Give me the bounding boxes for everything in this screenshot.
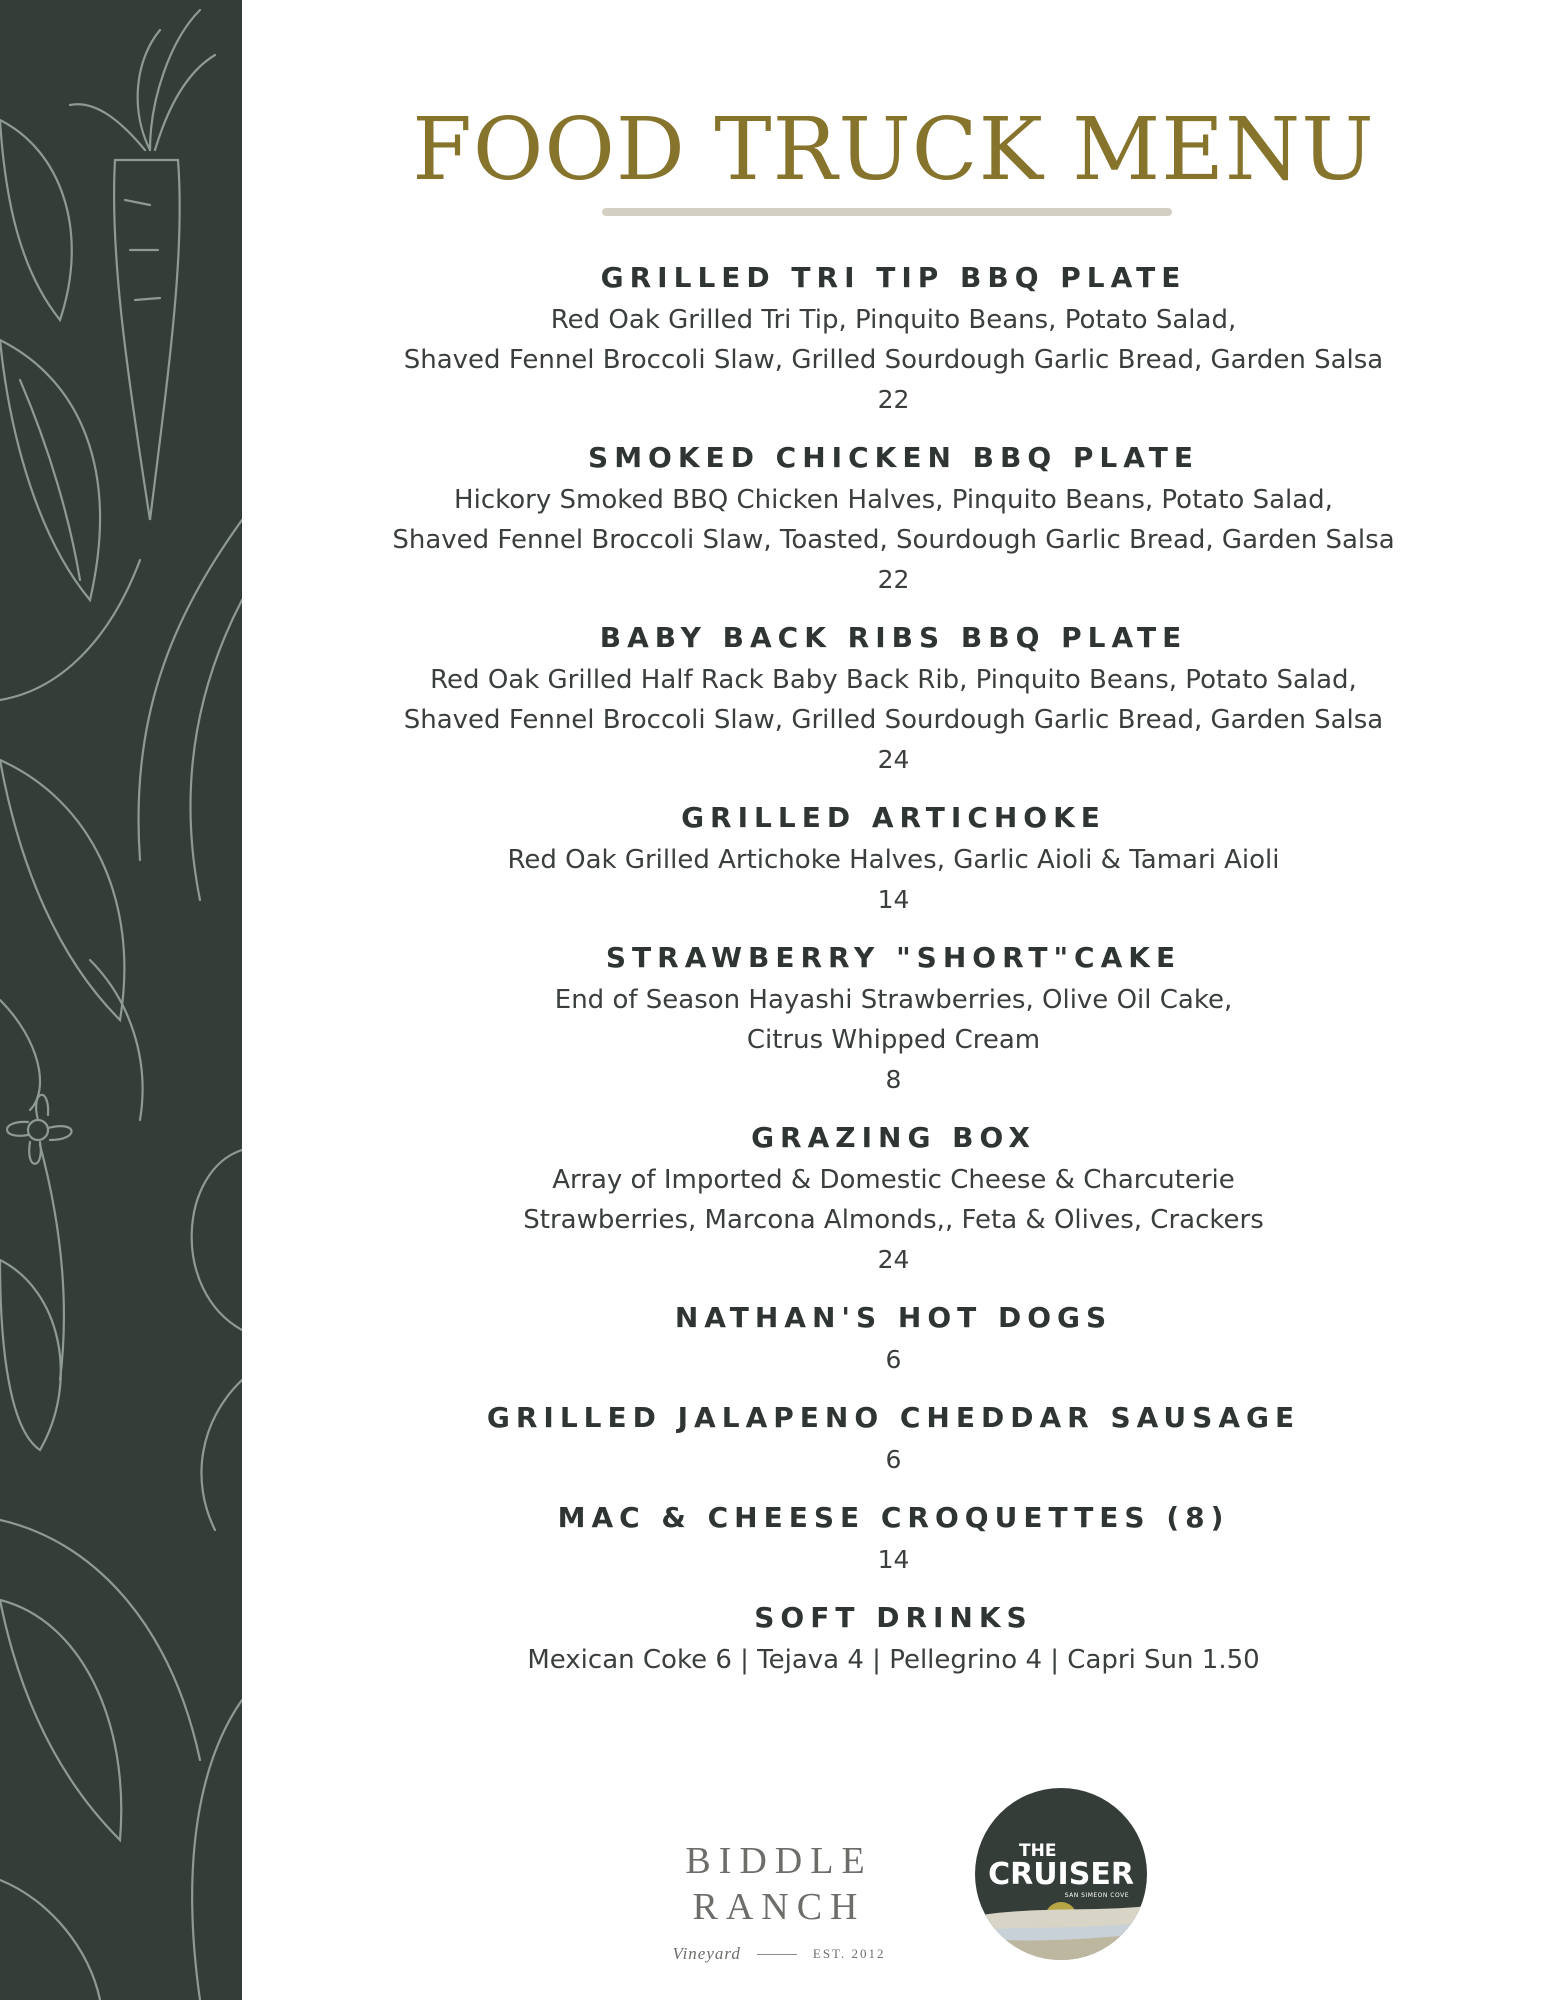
brand-divider [757, 1954, 797, 1955]
menu-item-name: SMOKED CHICKEN BBQ PLATE [588, 441, 1199, 474]
menu-item [242, 1398, 1545, 1480]
brand-established: EST. 2012 [812, 1946, 886, 1961]
menu-item-name: GRILLED TRI TIP BBQ PLATE [600, 261, 1187, 294]
menu-item-name: GRILLED ARTICHOKE [681, 801, 1106, 834]
menu-item-price: 24 [877, 745, 910, 774]
brand-name: BIDDLE RANCH [685, 1840, 873, 1928]
the-cruiser-logo [975, 1788, 1147, 1960]
menu-item-price: 24 [877, 1245, 910, 1274]
menu-item-price: 22 [877, 565, 910, 594]
menu-item-description: Hickory Smoked BBQ Chicken Halves, Pinquito Beans, Potato Salad, [454, 485, 1333, 515]
biddle-ranch-logo [599, 1838, 959, 1964]
menu-item-name: MAC & CHEESE CROQUETTES (8) [557, 1501, 1230, 1534]
menu-item-name: STRAWBERRY "SHORT"CAKE [605, 941, 1182, 974]
menu-item [242, 438, 1545, 600]
menu-item [242, 618, 1545, 780]
menu-item-name: SOFT DRINKS [754, 1601, 1033, 1634]
menu-item-name: GRAZING BOX [751, 1121, 1036, 1154]
cruiser-the: THE [1019, 1841, 1057, 1861]
menu-item-description: Red Oak Grilled Tri Tip, Pinquito Beans, Potato Salad, [550, 305, 1237, 335]
menu-item-price: 6 [885, 1445, 902, 1474]
menu-item-name: NATHAN'S HOT DOGS [674, 1301, 1113, 1334]
menu-item-description: Citrus Whipped Cream [746, 1025, 1041, 1055]
cruiser-name: CRUISER [988, 1857, 1134, 1892]
decorative-sidebar [0, 0, 242, 2000]
menu-item-description: Red Oak Grilled Half Rack Baby Back Rib, Pinquito Beans, Potato Salad, [430, 665, 1357, 695]
menu-list [242, 258, 1545, 1698]
title-divider [602, 208, 1172, 216]
menu-item-description: End of Season Hayashi Strawberries, Olive Oil Cake, [554, 985, 1233, 1015]
footer-logos [242, 1780, 1545, 1980]
menu-item-description: Shaved Fennel Broccoli Slaw, Toasted, Sourdough Garlic Bread, Garden Salsa [392, 525, 1395, 555]
menu-item [242, 1298, 1545, 1380]
menu-item [242, 1598, 1545, 1680]
cruiser-location: SAN SIMEON COVE [1064, 1892, 1129, 1899]
menu-item [242, 938, 1545, 1100]
menu-item [242, 1498, 1545, 1580]
brand-subline [599, 1944, 959, 1964]
page-title: FOOD TRUCK MENU [412, 100, 1375, 200]
menu-item-description: Mexican Coke 6 | Tejava 4 | Pellegrino 4 | Capri Sun 1.50 [527, 1645, 1260, 1675]
menu-item-price: 14 [877, 885, 910, 914]
menu-item-price: 8 [885, 1065, 902, 1094]
menu-item-name: GRILLED JALAPENO CHEDDAR SAUSAGE [486, 1401, 1301, 1434]
menu-item-description: Red Oak Grilled Artichoke Halves, Garlic Aioli & Tamari Aioli [507, 845, 1280, 875]
menu-item [242, 798, 1545, 920]
menu-item [242, 1118, 1545, 1280]
menu-content [242, 0, 1545, 2000]
vegetable-line-art-icon [0, 0, 242, 2000]
menu-item-description: Shaved Fennel Broccoli Slaw, Grilled Sourdough Garlic Bread, Garden Salsa [403, 345, 1384, 375]
brand-vineyard: Vineyard [672, 1944, 741, 1963]
menu-item-price: 22 [877, 385, 910, 414]
menu-item-price: 6 [885, 1345, 902, 1374]
menu-item-description: Array of Imported & Domestic Cheese & Charcuterie [552, 1165, 1235, 1195]
menu-item-price: 14 [877, 1545, 910, 1574]
menu-item-name: BABY BACK RIBS BBQ PLATE [599, 621, 1188, 654]
menu-item-description: Strawberries, Marcona Almonds,, Feta & Olives, Crackers [523, 1205, 1264, 1235]
menu-item [242, 258, 1545, 420]
menu-item-description: Shaved Fennel Broccoli Slaw, Grilled Sourdough Garlic Bread, Garden Salsa [403, 705, 1384, 735]
